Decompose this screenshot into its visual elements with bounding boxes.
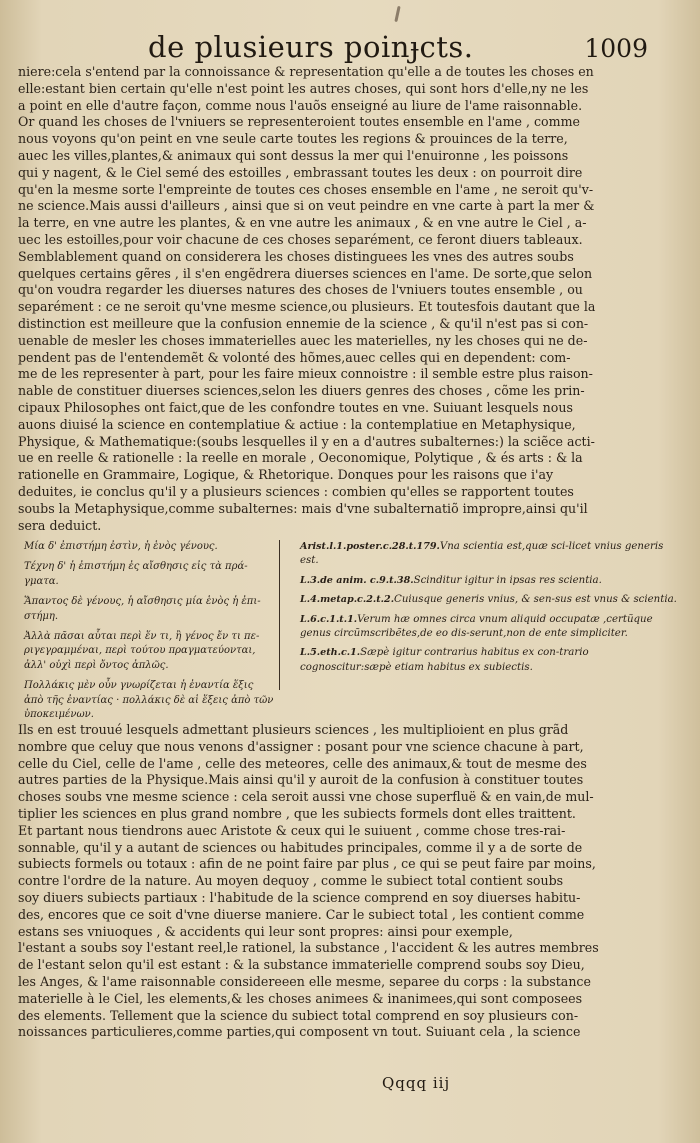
text-line: de l'estant selon qu'il est estant : & la substance immaterielle comprend soubs soy Dieu, [18,957,585,973]
text-line: auons diuisé la science en contemplatiue & actiue : la contemplatiue en Metaphysique, [18,416,576,432]
text-line: contre l'ordre de la nature. Au moyen dequoy , comme le subiect total contient soubs [18,873,564,889]
citation-text: Vna scientia est,quæ sci-licet vnius generis est. [300,541,664,567]
text-line: soy diuers subiects partiaux : l'habitude de la science comprend en soy diuerses habitu- [18,889,581,905]
text-line: distinction est meilleure que la confusion ennemie de la science , & qu'il n'est pas si con- [18,315,589,331]
greek-note: Μία δ' ἐπιστήμη ἐστὶν, ἡ ἑνὸς γένους. [24,541,218,552]
text-line: sonnable, qu'il y a autant de sciences ou habitudes principales, comme il y a de sorte de [18,839,583,855]
greek-note: Πολλάκις μὲν οὖν γνωρίζεται ἡ ἐναντία ἕξις ἀπὸ τῆς ἐναντίας · πολλάκις δὲ αἱ ἕξεις ἀπὸ τῶν ὑποκειμένων. [24,680,274,721]
text-line: ue en reelle & rationelle : la reelle en morale , Oeconomique, Polytique , & és arts : & la [18,450,583,466]
citation-reference: L.5.eth.c.1. [300,647,361,659]
text-line: pendent pas de l'entendemẽt & volonté des hõmes,auec celles qui en dependent: com- [18,349,571,365]
text-line: choses soubs vne mesme science : cela seroit aussi vne chose superfluë & en vain,de mul- [18,789,594,805]
citation [300,593,682,607]
citation-text: Cuiusque generis vnius, & sen-sus est vnus & scientia. [394,594,677,606]
text-line: uenable de mesler les choses immaterielles auec les materielles, ny les choses qui ne de- [18,332,588,348]
text-line: quelques certains gẽres , il s'en engẽdrera diuerses sciences en l'ame. De sorte,que selon [18,265,593,281]
ink-mark [394,6,400,22]
running-title: de plusieurs poinɟcts. [148,30,474,64]
text-line: nable de constituer diuerses sciences,selon les diuers genres des choses , cõme les prin- [18,383,585,399]
text-line: sera deduict. [18,517,102,533]
greek-note: Ἀλλὰ πᾶσαι αὗται περὶ ἕν τι, ἢ γένος ἔν τι πε-ριγεγραμμέναι, περὶ τούτου πραγματεύονται, ἀλλ' οὐχὶ περὶ ὄντος ἁπλῶς. [24,631,260,671]
citation-reference: L.3.de anim. c.9.t.38. [300,574,414,586]
text-line: nombre que celuy que nous venons d'assigner : posant pour vne science chacune à part, [18,738,584,754]
citation-reference: L.4.metap.c.2.t.2. [300,594,395,606]
text-line: estans ses vniuoques , & accidents qui leur sont propres: ainsi pour exemple, [18,923,513,939]
text-line: uec les estoilles,pour voir chacune de ces choses separément, ce feront diuers tableaux. [18,231,583,247]
citation [300,646,682,675]
greek-note: Τέχνη δ' ἡ ἐπιστήμη ἐς αἴσθησις εἰς τὰ πρά-γματα. [24,561,248,587]
citation-text: Sæpè igitur contrarius habitus ex con-trario cognoscitur:sæpè etiam habitus ex subiectis. [300,647,589,673]
text-line: les Anges, & l'ame raisonnable considereeen elle mesme, separee du corps : la substance [18,973,591,989]
text-line: Et partant nous tiendrons auec Aristote & ceux qui le suiuent , comme chose tres-rai- [18,822,566,838]
citation-reference: Arist.l.1.poster.c.28.t.179. [300,541,440,552]
text-line: Semblablement quand on considerera les choses distinguees les vnes des autres soubs [18,248,574,264]
text-line: qui y nagent, & le Ciel semé des estoilles , embrassant toutes les deux : on pourroit dire [18,164,583,180]
text-line: des elements. Tellement que la science du subiect total comprend en soy plusieurs con- [18,1007,579,1023]
text-line: deduites, ie conclus qu'il y a plusieurs sciences : combien qu'elles se rapportent toutes [18,483,574,499]
text-line: soubs la Metaphysique,comme subalternes: mais d'vne subalternatiõ impropre,ainsi qu'il [18,500,588,516]
greek-quotations [24,540,274,728]
bottom-paragraph [18,722,676,1041]
citation [300,574,682,588]
text-line: des, encores que ce soit d'vne diuerse maniere. Car le subiect total , les contient comme [18,906,585,922]
text-line: Physique, & Mathematique:(soubs lesquelles il y en a d'autres subalternes:) la sciẽce acti- [18,433,595,449]
text-line: elle:estant bien certain qu'elle n'est point les autres choses, qui sont hors d'elle,ny ne les [18,80,589,96]
citation [300,613,682,642]
text-line: subiects formels ou totaux : afin de ne point faire par plus , ce qui se peut faire par moins, [18,856,596,872]
text-line: ne science.Mais aussi d'ailleurs , ainsi que si on veut peindre en vne carte à part la mer & [18,198,595,214]
text-line: cipaux Philosophes ont faict,que de les confondre toutes en vne. Suiuant lesquels nous [18,399,573,415]
latin-citations [300,540,682,680]
page-header [0,22,700,68]
text-line: rationelle en Grammaire, Logique, & Rhetorique. Donques pour les raisons que i'ay [18,467,554,483]
column-divider [279,540,280,690]
signature-mark: Qqqq iij [382,1074,451,1092]
citation-reference: L.6.c.1.t.1. [300,613,358,625]
text-line: autres parties de la Physique.Mais ainsi qu'il y auroit de la confusion à constituer toutes [18,772,584,788]
text-line: qu'on voudra regarder les diuerses natures des choses de l'vniuers toutes ensemble , ou [18,282,583,298]
text-line: me de les representer à part, pour les faire mieux connoistre : il semble estre plus raison- [18,366,593,382]
text-line: Or quand les choses de l'vniuers se representeroient toutes ensemble en l'ame , comme [18,114,580,130]
text-line: qu'en la mesme sorte l'empreinte de toutes ces choses ensemble en l'ame , ne seroit qu'v- [18,181,594,197]
text-line: auec les villes,plantes,& animaux qui sont dessus la mer qui l'enuironne , les poissons [18,147,569,163]
text-line: a point en elle d'autre façon, comme nous l'auõs enseigné au liure de l'ame raisonnable. [18,97,583,113]
text-line: Ils en est trouué lesquels admettant plusieurs sciences , les multiplioient en plus grãd [18,722,569,737]
text-line: la terre, en vne autre les plantes, & en vne autre les animaux , & en vne autre le Ciel , a- [18,215,587,231]
citation [300,540,682,569]
text-line: noissances particulieres,comme parties,qui composent vn tout. Suiuant cela , la science [18,1024,581,1040]
top-paragraph [18,64,676,534]
text-line: celle du Ciel, celle de l'ame , celle des meteores, celle des animaux,& tout de mesme des [18,755,587,771]
citation-text: Verum hæ omnes circa vnum aliquid occupatæ ,certũque genus circũmscribẽtes,de eo dis-serunt,non de ente simpliciter. [300,613,653,640]
greek-note: Ἅπαντος δὲ γένους, ἡ αἴσθησις μία ἑνὸς ἡ ἐπι-στήμη. [24,596,261,622]
text-line: separément : ce ne seroit qu'vne mesme science,ou plusieurs. Et toutesfois dautant que la [18,299,596,315]
citation-text: Scinditur igitur in ipsas res scientia. [413,574,602,586]
text-line: materielle à le Ciel, les elements,& les choses animees & inanimees,qui sont composees [18,990,583,1006]
marginal-notes [24,540,677,721]
page-number: 1009 [584,34,648,63]
text-line: niere:cela s'entend par la connoissance & representation qu'elle a de toutes les choses en [18,64,594,79]
text-line: tiplier les sciences en plus grand nombre , que les subiects formels dont elles traittent. [18,805,576,821]
text-line: l'estant a soubs soy l'estant reel,le rationel, la substance , l'accident & les autres membres [18,940,599,956]
text-line: nous voyons qu'on peint en vne seule carte toutes les regions & prouinces de la terre, [18,131,568,147]
